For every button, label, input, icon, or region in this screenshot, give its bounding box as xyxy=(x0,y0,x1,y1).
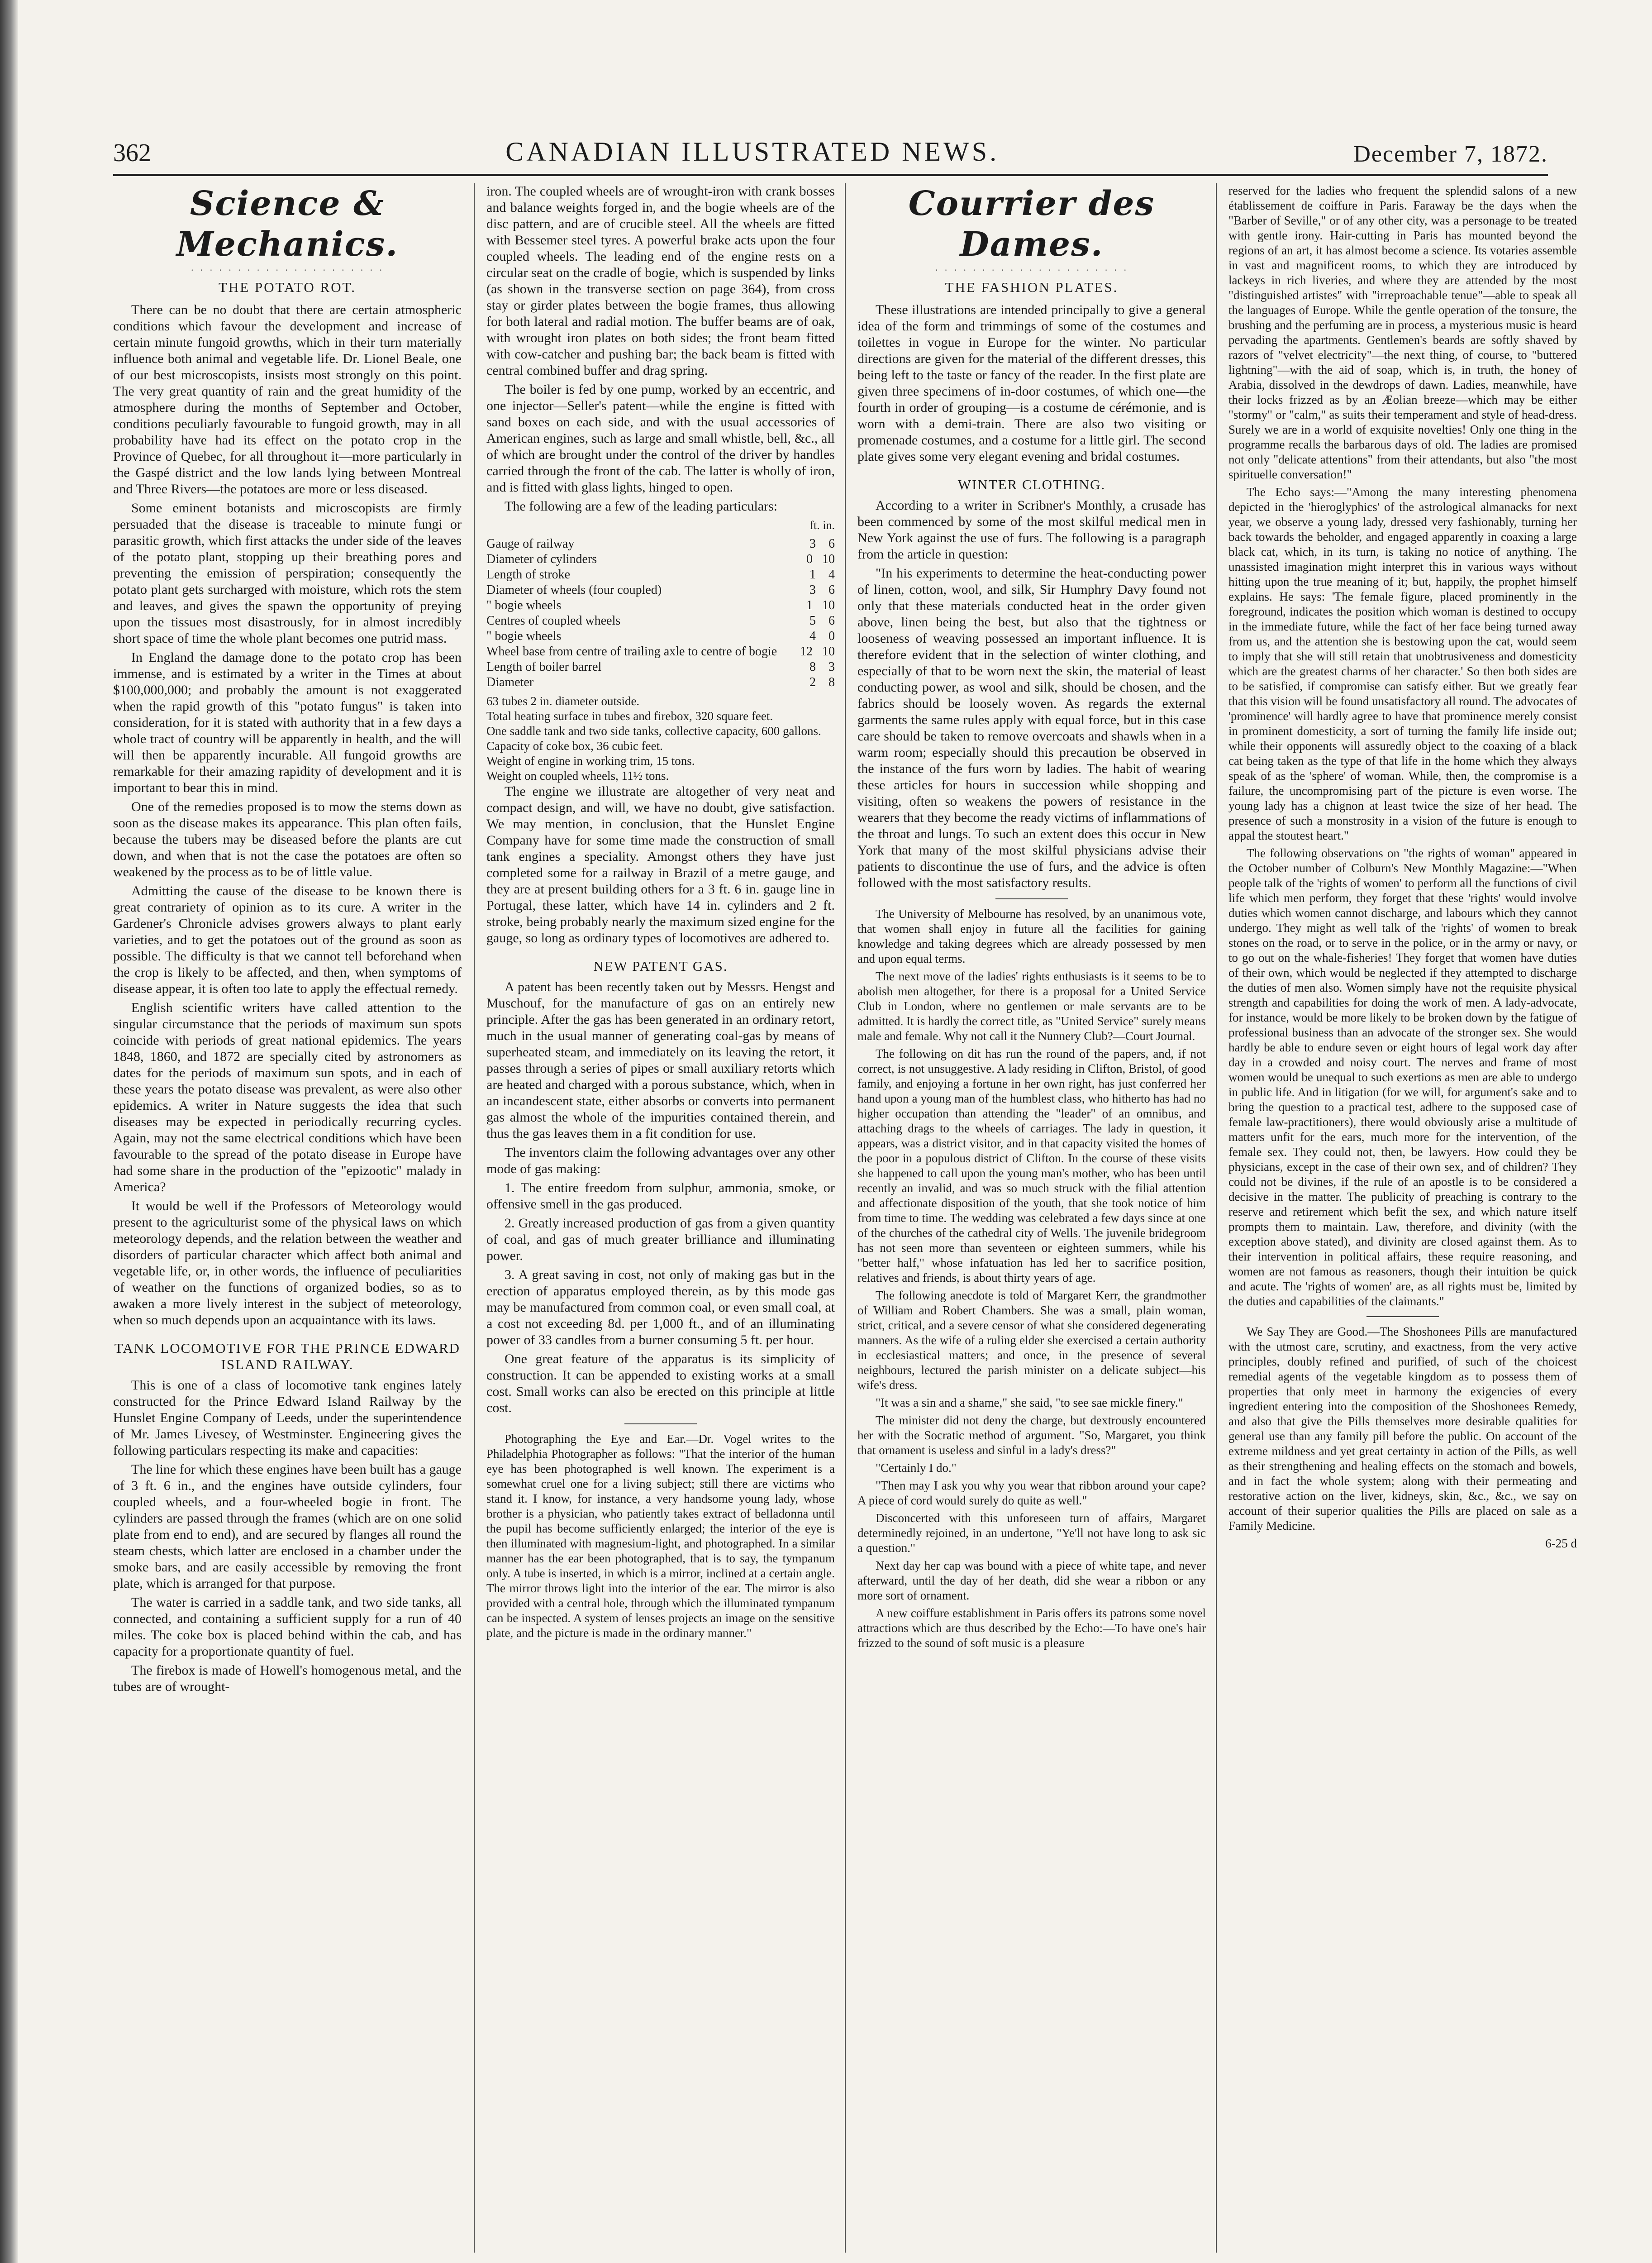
divider-rule xyxy=(995,898,1068,899)
article-new-patent-gas xyxy=(486,979,835,1416)
paragraph: Admitting the cause of the disease to be known there is great contrariety of opinion as to its cure. A writer in the Gardener's Chronicle advises growers always to plant early varieties, and to get the potatoes out of the ground as soon as possible. The difficulty is that we cannot tell beforehand when the crop is likely to be affected, and then, when symptoms of disease appear, it is often too late to apply the effectual remedy. xyxy=(113,883,462,996)
paragraph: Next day her cap was bound with a piece of white tape, and never afterward, until the day of her death, did she wear a ribbon or any more sort of ornament. xyxy=(857,1559,1206,1602)
advertisement-ref: 6-25 d xyxy=(1545,1537,1577,1550)
divider-rule xyxy=(1366,1316,1439,1317)
spec-row: Gauge of railway 3 6 xyxy=(486,537,835,551)
issue-date: December 7, 1872. xyxy=(1353,141,1548,167)
paragraph: reserved for the ladies who frequent the splendid salons of a new établissement de coiffure in Paris. Faraway be the days when the "Barber of Seville," or of any other city, was a personage to be treated with gentle irony. Hair-cutting in Paris has mounted beyond the regions of an art, it has almost become a science. Its votaries assemble in vast and magnificent rooms, to which they are introduced by lackeys in rich liveries, and where they are attended by the most "distinguished artistes" with "irreproachable tenue"—able to speak all the languages of Europe. While the gentle operation of the tonsure, the brushing and the perfuming are in process, a mysterious music is heard pervading the apartments. Gentlemen's beards are softly shaved by razors of "velvet electricity"—the next thing, of course, to "buttered lightning"—with the aid of soap, which is, in truth, the honey of Arabia, dissolved in the dewdrops of dawn. Ladies, meanwhile, have their locks frizzed as by an Æolian breeze—which may be either "stormy" or "calm," as suits their temperament and style of head-dress. Surely we are in a world of exquisite novelties! Only one thing in the programme recalls the barbarous days of old. The ladies are promised not only "delicate attentions" from their attendants, but also "the most spirituelle conversation!" xyxy=(1228,184,1577,481)
spec-note: 63 tubes 2 in. diameter outside. xyxy=(486,694,640,708)
paragraph: 1. The entire freedom from sulphur, ammonia, smoke, or offensive smell in the gas produced. xyxy=(486,1180,835,1212)
paragraph: 2. Greatly increased production of gas from a given quantity of coal, and gas of much greater brilliance and illuminating power. xyxy=(486,1216,835,1263)
spec-row: Centres of coupled wheels 5 6 xyxy=(486,614,835,628)
advertisement-shoshonees: We Say They are Good.—The Shoshonees Pills are manufactured with the utmost care, scrutiny, and exactness, from the very active principles, doubly refined and purified, of such of the choicest remedial agents of the vegetable kingdom as to possess them of properties that only meet in harmony the exigencies of every ingredient entering into the composition of the Shoshonees Remedy, and also that give the Pills themselves more desirable qualities for general use than any family pill before the public. On account of the extreme mildness and yet great certainty in action of the Pills, as well as their strengthening and healing effects on the stomach and bowels, and in fact the whole system; along with their permeating and restorative action on the liver, kidneys, skin, &c., &c., we say on account of their superior qualities the Pills are placed on sale as a Family Medicine. xyxy=(1228,1325,1577,1533)
section-masthead-science: Science & Mechanics. xyxy=(176,184,399,264)
article-heading-fashion-plates: THE FASHION PLATES. xyxy=(945,279,1119,295)
paragraph: The minister did not deny the charge, but dextrously encountered her with the Socratic method of argument. "So, Margaret, you think that ornament is useless and sinful in a lady's dress?" xyxy=(857,1413,1206,1457)
paragraph: The inventors claim the following advantages over any other mode of gas making: xyxy=(486,1145,835,1176)
column-divider xyxy=(1216,183,1217,2253)
spec-table xyxy=(486,536,835,690)
paragraph: In England the damage done to the potato crop has been immense, and is estimated by a writer in the Times at about $100,000,000; and probably the amount is not exaggerated when the rapid growth of this "potato fungus" is taken into consideration, for it is stated with authority that in a few days a whole tract of country will be apparently in health, and the will will then be apparently incurable. All fungoid growths are remarkable for their amazing rapidity of development and it is important to bear this in mind. xyxy=(113,650,462,795)
spec-row: Wheel base from centre of trailing axle to centre of bogie 12 10 xyxy=(486,645,835,659)
ornament-rule: · · · · · · · · · · · · · · · · · · · · · xyxy=(190,264,384,276)
paragraph: Some eminent botanists and microscopists are firmly persuaded that the disease is traceable to minute fungi or parasitic growth, which first attacks the under side of the leaves of the potato plant, stopping up their breathing pores and preventing the emission of perspiration; consequently the potato plant gets surcharged with moisture, which rots the stem and leaves, and gives the spawn the opportunity of preying upon the tissues most disastrously, for in almost incredibly short space of time the whole plant becomes one putrid mass. xyxy=(113,501,462,646)
spec-row: Length of stroke 1 4 xyxy=(486,568,835,582)
paragraph: The following are a few of the leading particulars: xyxy=(505,499,778,514)
spec-row: " bogie wheels 1 10 xyxy=(486,598,835,612)
page-header xyxy=(113,131,1548,167)
paragraph: Disconcerted with this unforeseen turn of affairs, Margaret determinedly rejoined, in an undertone, "Ye'll not have long to ask sic a question." xyxy=(857,1511,1206,1555)
spec-row: Length of boiler barrel 8 3 xyxy=(486,660,835,674)
spec-row: Diameter of cylinders 0 10 xyxy=(486,552,835,566)
paragraph: The next move of the ladies' rights enthusiasts is it seems to be to abolish men altogether, for there is a proposal for a United Service Club in London, where no gentlemen or male servants are to be admitted. It is hardly the correct title, as "United Service" surely means male and female. Why not call it the Nunnery Club?—Court Journal. xyxy=(857,969,1206,1043)
paragraph: It would be well if the Professors of Meteorology would present to the agriculturist some of the physical laws on which meteorology depends, and the relation between the weather and disorders of particular character which affect both animal and vegetable life, or, in other words, the influence of peculiarities of weather on the functions of organized bodies, so as to awaken a more lively interest in the subject of meteorology, when so much depends upon an acquaintance with its laws. xyxy=(113,1198,462,1327)
spec-row: " bogie wheels 4 0 xyxy=(486,629,835,643)
spec-units: ft. in. xyxy=(809,519,835,532)
header-rule xyxy=(113,174,1548,176)
paragraph: 3. A great saving in cost, not only of making gas but in the erection of apparatus employed therein, as by this mode gas may be manufactured from common coal, or even small coal, at a cost not exceeding 8d. per 1,000 ft., and of an illuminating power of 33 candles from a burner consuming 5 ft. per hour. xyxy=(486,1267,835,1347)
article-potato-rot xyxy=(113,302,462,1328)
paragraph: These illustrations are intended principally to give a general idea of the form and trimmings of some of the costumes and toilettes in vogue in Europe for the winter. No particular directions are given for the material of the different dresses, this being left to the taste or fancy of the reader. In the first plate are given three specimens of in-door costumes, of which one—the fourth in order of grouping—is a costume de cérémonie, and is worn with a demi-train. There are also two visiting or promenade costumes, and a costume for a little girl. The second plate gives some very elegant evening and bridal costumes. xyxy=(857,302,1206,464)
divider-rule xyxy=(624,1423,697,1424)
article-heading-winter-clothing: WINTER CLOTHING. xyxy=(957,477,1106,492)
section-masthead-courrier: Courrier des Dames. xyxy=(908,184,1155,264)
ornament-rule: · · · · · · · · · · · · · · · · · · · · · xyxy=(935,264,1128,276)
spec-row: Diameter of wheels (four coupled) 3 6 xyxy=(486,583,835,597)
column-3 xyxy=(857,183,1206,2257)
paragraph: iron. The coupled wheels are of wrought-iron with crank bosses and balance weights forged in, and the bogie wheels are of the disc pattern, and are of crucible steel. All the wheels are fitted with Bessemer steel tyres. A powerful brake acts upon the four coupled wheels. The leading end of the engine rests on a circular seat on the cradle of bogie, which is suspended by links (as shown in the transverse section on page 364), from cross stay or girder plates between the bogie frames, thus allowing for both lateral and radial motion. The buffer beams are of oak, with wrought iron plates on both sides; the front beam fitted with cow-catcher and pushing bar; the back beam is fitted with central combined buffer and drag spring. xyxy=(486,184,835,378)
column-2 xyxy=(486,183,835,2257)
paragraph: This is one of a class of locomotive tank engines lately constructed for the Prince Edward Island Railway by the Hunslet Engine Company of Leeds, under the superintendence of Mr. James Livesey, of Westminster. Engineering gives the following particulars respecting its make and capacities: xyxy=(113,1378,462,1458)
paragraph: There can be no doubt that there are certain atmospheric conditions which favour the development and increase of certain minute fungoid growths, which in their turn materially influence both animal and vegetable life. Dr. Lionel Beale, one of our best microscopists, insists most strongly on this point. The very great quantity of rain and the great humidity of the atmosphere during the months of September and October, conditions peculiarly favourable to fungoid growth, may in all probability have had its effect on the potato crop in the Province of Quebec, for all throughout it—more particularly in the Gaspé district and the low lands lying between Montreal and Three Rivers—the potatoes are more or less diseased. xyxy=(113,302,462,497)
article-tank-locomotive xyxy=(113,1377,462,1695)
paragraph: English scientific writers have called attention to the singular circumstance that the periods of maximum sun spots coincide with periods of great national epidemics. The years 1848, 1860, and 1872 are specially cited by astronomers as dates for the periods of maximum sun spots, and in each of these years the potato disease was prevalent, as were also other epidemics. A writer in Nature suggests the idea that such diseases may be expected in periodically recurring cycles. Again, may not the same electrical conditions which have been favourable to the spread of the potato disease in Europe have had some share in the production of the "epizootic" malady in America? xyxy=(113,1000,462,1194)
paragraph: The following anecdote is told of Margaret Kerr, the grandmother of William and Robert Chambers. She was a small, plain woman, strict, critical, and a severe censor of what she considered degenerating manners. As the wife of a ruling elder she exercised a certain authority in ecclesiastical matters; and once, in the presence of several neighbours, lectured the parish minister on a delicate subject—his wife's dress. xyxy=(857,1289,1206,1392)
column-divider xyxy=(845,183,846,2253)
paragraph: A new coiffure establishment in Paris offers its patrons some novel attractions which are thus described by the Echo:—To have one's hair frizzed to the sound of soft music is a pleasure xyxy=(857,1606,1206,1650)
paragraph: The University of Melbourne has resolved, by an unanimous vote, that women shall enjoy in future all the facilities for gaining knowledge and taking degrees which are already possessed by men and upon equal terms. xyxy=(857,907,1206,965)
binding-edge xyxy=(0,0,18,2263)
paragraph: "Then may I ask you why you wear that ribbon around your cape? A piece of cord would surely do quite as well." xyxy=(857,1479,1206,1507)
paragraph: According to a writer in Scribner's Monthly, a crusade has been commenced by some of the most skilful medical men in New York against the use of furs. The following is a paragraph from the article in question: xyxy=(857,498,1206,562)
article-heading-tank-locomotive: TANK LOCOMOTIVE FOR THE PRINCE EDWARD ISLAND RAILWAY. xyxy=(114,1340,461,1372)
paragraph: "Certainly I do." xyxy=(876,1461,957,1475)
spec-notes xyxy=(486,694,835,783)
page-number: 362 xyxy=(113,139,151,167)
paragraph: A patent has been recently taken out by Messrs. Hengst and Muschouf, for the manufacture of gas on an entirely new principle. After the gas has been generated in an ordinary retort, much in the usual manner of generating coal-gas by means of superheated steam, and immediately on its leaving the retort, it passes through a series of pipes or small auxiliary retorts which are heated and charged with a porous substance, which, when in an incandescent state, either absorbs or converts into permanent gas almost the whole of the impurities contained therein, and thus the gas leaves them in a fit condition for use. xyxy=(486,979,835,1141)
paragraph: The following on dit has run the round of the papers, and, if not correct, is not unsuggestive. A lady residing in Clifton, Bristol, of good family, and enjoying a fortune in her own right, has just conferred her hand upon a young man of the humblest class, who hitherto has had no higher occupation than attending the "leader" of an omnibus, and attaching drags to the wheels of carriages. The lady in question, it appears, was a district visitor, and in that capacity visited the homes of the poor in a populous district of Clifton. In the course of these visits she happened to call upon the young man's mother, who has been until recently an invalid, and was so much struck with the filial attention and affectionate disposition of the youth, that she took notice of him from time to time. The wedding was celebrated a few days since at one of the churches of the cathedral city of Wells. The juvenile bridegroom has not seen more than seventeen or eighteen summers, while his "better half," whose infatuation has led her to sacrifice position, relatives and friends, is about thirty years of age. xyxy=(857,1047,1206,1284)
paragraph-photographing-eye: Photographing the Eye and Ear.—Dr. Vogel writes to the Philadelphia Photographer as follows: "That the interior of the human eye has been photographed is well known. The experiment is a somewhat cruel one for a living subject; still there are victims who stand it. I know, for instance, a very handsome young lady, whose brother is a physician, who patiently takes extract of belladonna until the pupil has become sufficiently enlarged; the interior of the eye is then illuminated with magnesium-light, and photographed. In a similar manner has the ear been photographed, that is to say, the tympanum only. A tube is inserted, in which is a mirror, inclined at a certain angle. The mirror throws light into the interior of the ear. The mirror is also provided with a central hole, through which the illuminated tympanum can be inspected. A system of lenses projects an image on the sensitive plate, and the picture is made in the ordinary manner." xyxy=(486,1432,835,1640)
column-4 xyxy=(1228,183,1577,2257)
paragraph: One great feature of the apparatus is its simplicity of construction. It can be appended to existing works at a small cost. Small works can also be erected on this principle at little cost. xyxy=(486,1351,835,1415)
spec-note: Total heating surface in tubes and firebox, 320 square feet. xyxy=(486,709,773,723)
article-heading-potato-rot: THE POTATO ROT. xyxy=(218,279,356,295)
paragraph: One of the remedies proposed is to mow the stems down as soon as the disease makes its appearance. This plan often fails, because the tubers may be diseased before the plants are cut down, and when that is not the case the potatoes are often so weakened by the process as to be of little value. xyxy=(113,799,462,879)
article-heading-new-patent-gas: NEW PATENT GAS. xyxy=(593,958,728,974)
paragraph: The Echo says:—"Among the many interesting phenomena depicted in the 'hieroglyphics' of the astrological almanacks for next year, we observe a young lady, dressed very fashionably, turning her back towards the beholder, and engaged apparently in coaxing a large black cat, which, in its turn, is taking no notice of anything. The unassisted imagination might interpret this in various ways without hitting upon the true meaning of it; but, happily, the prophet himself explains. He says: 'The female figure, placed prominently in the foreground, indicates the position which woman is destined to occupy in the immediate future, while the fact of her face being turned away from us, and the attention she is bestowing upon the cat, would seem to imply that she will still retain that unobtrusiveness and domesticity which are the greatest charms of her character.' So then both sides are to be satisfied, if compromise can satisfy either. But we greatly fear that this vision will be found unsatisfactory all round. The advocates of 'prominence' will hardly agree to have that prominence merely consist in prominent domesticity, a sort of turning the family life inside out; while their opponents will assuredly object to the coaxing of a black cat being taken as the type of that life in the home which they always speak of as the 'sphere' of woman. While, then, the compromise is a failure, the uncompromising part of the picture is even worse. The young lady has a chignon at least twice the size of her head. The presence of such a monstrosity in a vision of the future is enough to appal the stoutest heart." xyxy=(1228,485,1577,842)
paragraph: The engine we illustrate are altogether of very neat and compact design, and will, we have no doubt, give satisfaction. We may mention, in conclusion, that the Hunslet Engine Company have for some time made the construction of small tank engines a speciality. Amongst others they have just completed some for a railway in Brazil of a metre gauge, and they are at present building others for a 3 ft. 6 in. gauge line in Portugal, these latter, which have 14 in. cylinders and 2 ft. stroke, being probably nearly the maximum sized engine for the gauge, so long as ordinary types of locomotives are adhered to. xyxy=(486,784,835,945)
spec-note: Capacity of coke box, 36 cubic feet. xyxy=(486,739,663,753)
paragraph: The line for which these engines have been built has a gauge of 3 ft. 6 in., and the engines have outside cylinders, four coupled wheels, and a four-wheeled bogie in front. The cylinders are passed through the frames (which are on one solid plate from end to end), and are secured by flanges all round the steam chests, which latter are enclosed in a chamber under the smoke bars, and are easily accessible by removing the front plate, which is arranged for that purpose. xyxy=(113,1462,462,1591)
paragraph: The boiler is fed by one pump, worked by an eccentric, and one injector—Seller's patent—while the engine is fitted with sand boxes on each side, and with the usual accessories of American engines, such as large and small whistle, bell, &c., all of which are brought under the control of the driver by handles carried through the front of the cab. The latter is wholly of iron, and is fitted with glass lights, hinged to open. xyxy=(486,382,835,495)
paragraph: The water is carried in a saddle tank, and two side tanks, all connected, and containing a sufficient supply for a run of 40 miles. The coke box is placed behind within the cab, and has capacity for a proportionate quantity of fuel. xyxy=(113,1595,462,1659)
spec-row: Diameter 2 8 xyxy=(486,675,835,689)
paragraph: The following observations on "the rights of woman" appeared in the October number of Colburn's New Monthly Magazine:—"When people talk of the 'rights of women' to perform all the functions of civil life which men perform, they forget that these 'rights' would involve duties which women cannot discharge, and labours which they cannot undergo. They might as well talk of the 'rights' of women to break stones on the road, or to serve in the police, or in the army or navy, or to go out on the whale-fisheries! They forget that women have duties of their own, which would be neglected if they attempted to discharge the duties of men also. Women simply have not the requisite physical strength and capabilities for doing the work of men. A lady-advocate, for instance, would be more likely to be broken down by the fatigue of professional business than an advocate of the stronger sex. She would hardly be able to endure seven or eight hours of legal work day after day in a crowded and noisy court. The nerves and frame of most women would be unequal to such exertions as men are able to undergo in public life. And in litigation (for we will, for argument's sake and to bring the question to a practical test, adhere to the supposed case of female law-practitioners), there would obviously arise a multitude of matters unfit for the ears, much more for the intervention, of the female sex. They could not, then, be lawyers. How could they be physicians, except in the case of their own sex, and of children? They could not be divines, if the rule of an apostle is to be considered a decisive in the matter. The publicity of preaching is contrary to the reserve and retirement which befit the sex, and which nature itself prompts them to maintain. Law, therefore, and divinity (with the exception above stated), and divinity are closed against them. As to their intervention in political affairs, these require reasoning, and women are not famous as reasoners, though their intuition be quick and acute. The 'rights of women' are, as all rights must be, limited by the duties and capabilities of the claimants." xyxy=(1228,846,1577,1308)
column-divider xyxy=(474,183,475,2253)
spec-note: One saddle tank and two side tanks, collective capacity, 600 gallons. xyxy=(486,724,821,738)
paragraph: "It was a sin and a shame," she said, "to see sae mickle finery." xyxy=(876,1396,1183,1409)
news-items xyxy=(857,907,1206,1651)
spec-note: Weight on coupled wheels, 11½ tons. xyxy=(486,769,669,783)
paragraph: "In his experiments to determine the heat-conducting power of linen, cotton, wool, and silk, Sir Humphry Davy found not only that these materials conducted heat in the order given above, linen being the best, but also that the tightness or looseness of weaving possessed an important influence. It is therefore evident that in the selection of winter clothing, and especially of that to be worn next the skin, the material of least conducting power, as wool and silk, should be chosen, and the fabrics should be loosely woven. As regards the external garments the same rules apply with equal force, but in this case care should be taken to remove overcoats and shawls when in a warm room; especially should this precaution be observed in the instance of the furs worn by ladies. The habit of wearing these articles for hours in succession while shopping and visiting, often so weakens the powers of resistance in the wearers that they become the ready victims of inflammations of the throat and lungs. To such an extent does this occur in New York that many of the most skilful physicians advise their patients to discontinue the use of furs, and the advice is often followed with the most satisfactory results. xyxy=(857,566,1206,890)
spec-note: Weight of engine in working trim, 15 tons. xyxy=(486,754,695,768)
paragraph: The firebox is made of Howell's homogenous metal, and the tubes are of wrought- xyxy=(113,1663,462,1694)
column-1 xyxy=(113,183,462,2257)
publication-title: CANADIAN ILLUSTRATED NEWS. xyxy=(505,137,1000,167)
